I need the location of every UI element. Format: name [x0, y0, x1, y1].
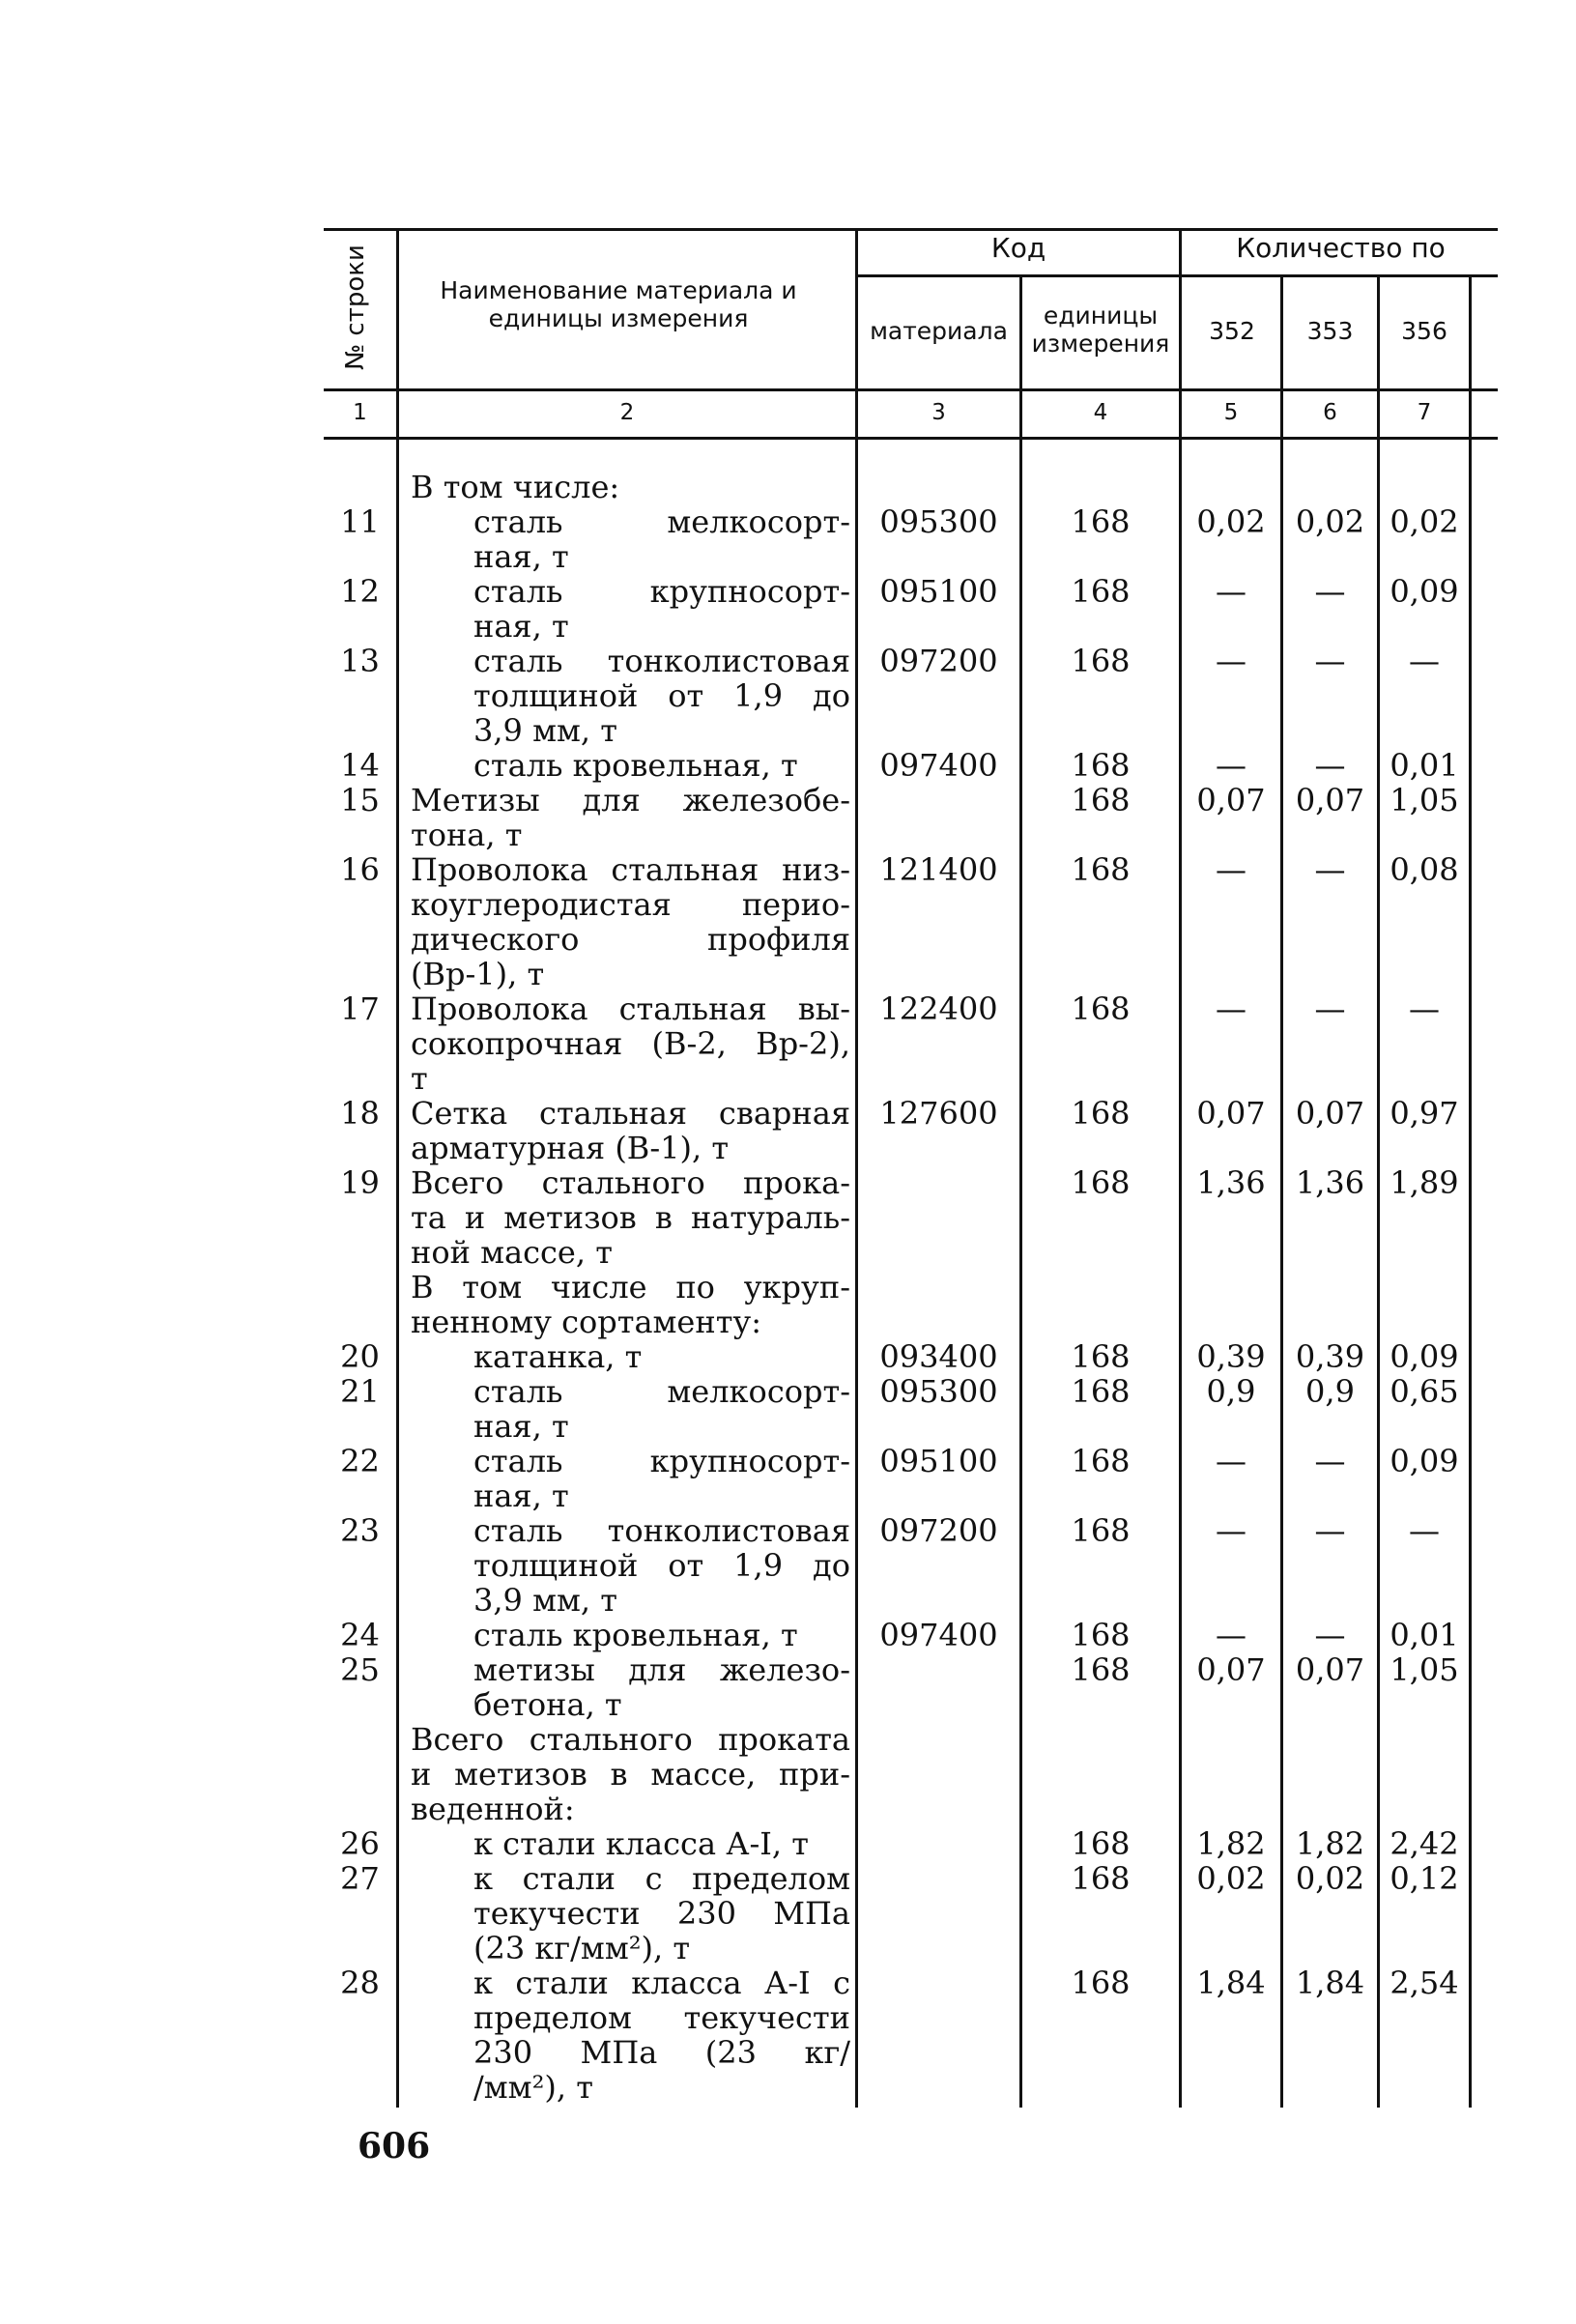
material-code: 097200 — [879, 643, 998, 679]
qty-356: 2,42 — [1390, 1825, 1459, 1862]
qty-352: — — [1216, 573, 1246, 610]
material-name-line: толщиной от 1,9 до — [473, 1547, 850, 1584]
material-name-line: дического профиля — [411, 921, 850, 958]
material-name-line: катанка, т — [473, 1338, 643, 1375]
unit-code: 168 — [1071, 643, 1131, 679]
qty-352: — — [1216, 1443, 1246, 1479]
qty-353: — — [1314, 851, 1346, 888]
table-top-rule — [324, 228, 1498, 231]
qty-356: 1,05 — [1390, 1651, 1459, 1688]
row-number: 26 — [340, 1825, 380, 1862]
table-row — [324, 1374, 1498, 1444]
material-code: 093400 — [879, 1338, 998, 1375]
material-name-line: и метизов в массе, при- — [411, 1756, 850, 1793]
table-row — [324, 1861, 1498, 1965]
qty-356: 0,09 — [1390, 1443, 1459, 1479]
qty-356: 0,01 — [1390, 747, 1459, 784]
qty-352: 0,07 — [1196, 782, 1266, 818]
material-name-line: 3,9 мм, т — [473, 712, 617, 749]
material-name-line: к стали класса А-I, т — [473, 1825, 809, 1862]
colnum-4: 4 — [1093, 400, 1108, 425]
material-code: 097400 — [879, 747, 998, 784]
material-name-line: бетона, т — [473, 1686, 622, 1723]
qty-353: 0,9 — [1305, 1373, 1355, 1410]
material-name — [473, 1339, 850, 1374]
unit-code: 168 — [1071, 1512, 1131, 1549]
material-name-line: сталь мелкосорт- — [473, 503, 850, 540]
material-name-line: текучести 230 МПа — [473, 1895, 850, 1932]
unit-code: 168 — [1071, 1373, 1131, 1410]
material-name — [411, 1270, 850, 1339]
material-name-line: ной массе, т — [411, 1234, 613, 1271]
table-row — [324, 1270, 1498, 1339]
row-number: 15 — [340, 782, 380, 818]
material-code: 122400 — [879, 990, 998, 1027]
colnum-7: 7 — [1417, 400, 1432, 425]
material-name — [411, 783, 850, 852]
material-code: 095100 — [879, 573, 998, 610]
colnum-6: 6 — [1323, 400, 1337, 425]
qty-353: 0,02 — [1295, 1860, 1365, 1897]
table-row — [324, 1965, 1498, 2105]
table-row — [324, 504, 1498, 574]
qty-352: — — [1216, 747, 1246, 784]
qty-356: 1,89 — [1390, 1164, 1459, 1201]
material-name-line: та и метизов в натураль- — [411, 1199, 850, 1236]
material-name-line: /мм²), т — [473, 2069, 593, 2106]
unit-code: 168 — [1071, 503, 1131, 540]
row-number: 28 — [340, 1965, 380, 2001]
colnum-5: 5 — [1223, 400, 1239, 425]
material-name-line: сталь крупносорт- — [473, 573, 850, 610]
unit-code: 168 — [1071, 1338, 1131, 1375]
qty-352: 0,02 — [1196, 1860, 1266, 1897]
material-name-line: т — [411, 1060, 428, 1097]
material-name-line: сталь мелкосорт- — [473, 1373, 850, 1410]
material-name — [473, 1965, 850, 2105]
material-name-line: сталь тонколистовая — [473, 643, 850, 679]
qty-352: 1,84 — [1196, 1965, 1266, 2001]
qty-352: 0,39 — [1196, 1338, 1266, 1375]
colnum-bottom-rule — [324, 437, 1498, 440]
colnum-3: 3 — [931, 400, 946, 425]
code-subheader-rule — [855, 274, 1498, 277]
qty-352: 1,36 — [1196, 1164, 1266, 1201]
table-row — [324, 644, 1498, 748]
material-name-line: коуглеродистая перио- — [411, 886, 850, 923]
material-code: 097200 — [879, 1512, 998, 1549]
material-name — [411, 1165, 850, 1270]
qty-352: 1,82 — [1196, 1825, 1266, 1862]
row-number: 12 — [340, 573, 380, 610]
table-row — [324, 1513, 1498, 1618]
row-number: 21 — [340, 1373, 380, 1410]
row-number: 16 — [340, 851, 380, 888]
unit-code: 168 — [1071, 1825, 1131, 1862]
material-name — [411, 852, 850, 991]
code-unit-header: единицы измерения — [1031, 301, 1170, 358]
material-name-line: тона, т — [411, 817, 523, 853]
material-name-line: В том числе: — [411, 469, 620, 505]
material-name-line: 230 МПа (23 кг/ — [473, 2034, 850, 2071]
unit-code: 168 — [1071, 1617, 1131, 1653]
qty-352: 0,07 — [1196, 1651, 1266, 1688]
material-name — [473, 1444, 850, 1513]
table-row — [324, 1722, 1498, 1826]
qty-353: 1,82 — [1295, 1825, 1365, 1862]
table-row — [324, 748, 1498, 783]
unit-code: 168 — [1071, 782, 1131, 818]
material-name-line: пределом текучести — [473, 1999, 850, 2036]
qty-353: — — [1314, 1443, 1346, 1479]
row-number: 20 — [340, 1338, 380, 1375]
unit-code: 168 — [1071, 747, 1131, 784]
material-name-line: к стали с пределом — [473, 1860, 850, 1897]
qty-356: 0,12 — [1390, 1860, 1459, 1897]
row-number: 11 — [340, 503, 380, 540]
table-row — [324, 1339, 1498, 1374]
material-name-line: ная, т — [473, 1408, 569, 1445]
row-number: 27 — [340, 1860, 380, 1897]
material-code: 121400 — [879, 851, 998, 888]
unit-code: 168 — [1071, 1443, 1131, 1479]
material-name — [473, 1652, 850, 1722]
material-name-header: Наименование материала и единицы измерения — [440, 276, 797, 332]
unit-code: 168 — [1071, 851, 1131, 888]
table-row — [324, 991, 1498, 1096]
material-name-line: веденной: — [411, 1791, 575, 1827]
material-name — [473, 1513, 850, 1618]
table-row — [324, 852, 1498, 991]
row-number: 24 — [340, 1617, 380, 1653]
qty-353: — — [1314, 747, 1346, 784]
material-name-line: сокопрочная (В-2, Вр-2), — [411, 1025, 850, 1062]
material-code: 095100 — [879, 1443, 998, 1479]
qty-352: — — [1216, 1512, 1246, 1549]
table-row — [324, 783, 1498, 852]
page-number: 606 — [358, 2126, 431, 2166]
qty-353: — — [1314, 643, 1346, 679]
table-row — [324, 1826, 1498, 1861]
table-body — [324, 469, 1498, 2106]
material-name — [473, 574, 850, 644]
qty-353: 0,02 — [1295, 503, 1365, 540]
material-name-line: толщиной от 1,9 до — [473, 677, 850, 714]
qty-353: — — [1314, 1512, 1346, 1549]
material-name — [411, 991, 850, 1096]
material-name-line: ная, т — [473, 608, 569, 645]
qty-352: 0,02 — [1196, 503, 1266, 540]
row-number: 23 — [340, 1512, 380, 1549]
qty-col-353-header: 353 — [1306, 317, 1354, 345]
material-code: 095300 — [879, 1373, 998, 1410]
qty-col-356-header: 356 — [1401, 317, 1447, 345]
qty-352: 0,9 — [1206, 1373, 1256, 1410]
table-row — [324, 470, 1498, 504]
qty-356: 0,01 — [1390, 1617, 1459, 1653]
material-name-line: Всего стального проката — [411, 1721, 850, 1758]
material-name — [473, 1861, 850, 1965]
quantity-group-header: Количество по — [1236, 232, 1446, 264]
unit-code: 168 — [1071, 1164, 1131, 1201]
material-name-line: Сетка стальная сварная — [411, 1095, 850, 1132]
material-name — [473, 1826, 850, 1861]
table-row — [324, 1618, 1498, 1652]
row-number: 13 — [340, 643, 380, 679]
row-number: 19 — [340, 1164, 380, 1201]
code-group-header: Код — [990, 232, 1046, 264]
material-name-line: ненному сортаменту: — [411, 1304, 761, 1340]
qty-356: 0,65 — [1390, 1373, 1459, 1410]
material-name-line: сталь кровельная, т — [473, 747, 798, 784]
row-number: 14 — [340, 747, 380, 784]
material-name-line: (23 кг/мм²), т — [473, 1930, 691, 1966]
material-name-line: Всего стального прока- — [411, 1164, 850, 1201]
row-number: 18 — [340, 1095, 380, 1132]
qty-352: 0,07 — [1196, 1095, 1266, 1132]
header-bottom-rule — [324, 388, 1498, 391]
unit-code: 168 — [1071, 1965, 1131, 2001]
qty-353: 0,07 — [1295, 1095, 1365, 1132]
material-code: 127600 — [879, 1095, 998, 1132]
material-name — [411, 1096, 850, 1165]
code-material-header: материала — [870, 317, 1008, 345]
unit-code: 168 — [1071, 1095, 1131, 1132]
material-name — [473, 1618, 850, 1652]
qty-356: 0,09 — [1390, 573, 1459, 610]
table-row — [324, 1444, 1498, 1513]
material-name-line: 3,9 мм, т — [473, 1582, 617, 1619]
colnum-1: 1 — [353, 400, 367, 425]
qty-356: 0,02 — [1390, 503, 1459, 540]
material-name — [473, 504, 850, 574]
unit-code: 168 — [1071, 990, 1131, 1027]
material-name-line: Проволока стальная вы- — [411, 990, 850, 1027]
qty-356: — — [1409, 1512, 1440, 1549]
qty-353: — — [1314, 573, 1346, 610]
row-number: 22 — [340, 1443, 380, 1479]
materials-table — [324, 228, 1498, 2108]
qty-353: — — [1314, 1617, 1346, 1653]
material-name-line: сталь крупносорт- — [473, 1443, 850, 1479]
material-name — [473, 1374, 850, 1444]
qty-356: — — [1409, 990, 1440, 1027]
material-name — [473, 748, 850, 783]
material-name — [411, 1722, 850, 1826]
material-name-line: ная, т — [473, 1478, 569, 1514]
qty-353: 0,07 — [1295, 782, 1365, 818]
qty-353: 1,36 — [1295, 1164, 1365, 1201]
qty-353: 0,39 — [1295, 1338, 1365, 1375]
qty-356: 1,05 — [1390, 782, 1459, 818]
table-row — [324, 574, 1498, 644]
material-name-line: ная, т — [473, 538, 569, 575]
material-code: 095300 — [879, 503, 998, 540]
material-name-line: арматурная (В-1), т — [411, 1130, 730, 1166]
qty-353: 0,07 — [1295, 1651, 1365, 1688]
row-number-header: № строки — [341, 244, 370, 370]
table-row — [324, 1096, 1498, 1165]
unit-code: 168 — [1071, 1860, 1131, 1897]
material-name-line: В том числе по укруп- — [411, 1269, 850, 1305]
qty-353: — — [1314, 990, 1346, 1027]
qty-356: — — [1409, 643, 1440, 679]
qty-356: 2,54 — [1390, 1965, 1459, 2001]
qty-356: 0,09 — [1390, 1338, 1459, 1375]
qty-352: — — [1216, 643, 1246, 679]
unit-code: 168 — [1071, 1651, 1131, 1688]
table-row — [324, 1652, 1498, 1722]
material-name-line: Проволока стальная низ- — [411, 851, 850, 888]
material-name-line: (Вр-1), т — [411, 956, 545, 992]
row-number: 17 — [340, 990, 380, 1027]
qty-356: 0,08 — [1390, 851, 1459, 888]
unit-code: 168 — [1071, 573, 1131, 610]
material-name-line: метизы для железо- — [473, 1651, 850, 1688]
material-name — [473, 644, 850, 748]
material-name-line: Метизы для железобе- — [411, 782, 850, 818]
material-name-line: сталь тонколистовая — [473, 1512, 850, 1549]
material-code: 097400 — [879, 1617, 998, 1653]
colnum-2: 2 — [619, 400, 635, 425]
qty-352: — — [1216, 851, 1246, 888]
qty-356: 0,97 — [1390, 1095, 1459, 1132]
material-name-line: к стали класса А-I с — [473, 1965, 850, 2001]
table-row — [324, 1165, 1498, 1270]
material-name — [411, 470, 850, 504]
qty-353: 1,84 — [1295, 1965, 1365, 2001]
qty-352: — — [1216, 1617, 1246, 1653]
qty-352: — — [1216, 990, 1246, 1027]
row-number: 25 — [340, 1651, 380, 1688]
qty-col-352-header: 352 — [1209, 317, 1255, 345]
material-name-line: сталь кровельная, т — [473, 1617, 798, 1653]
